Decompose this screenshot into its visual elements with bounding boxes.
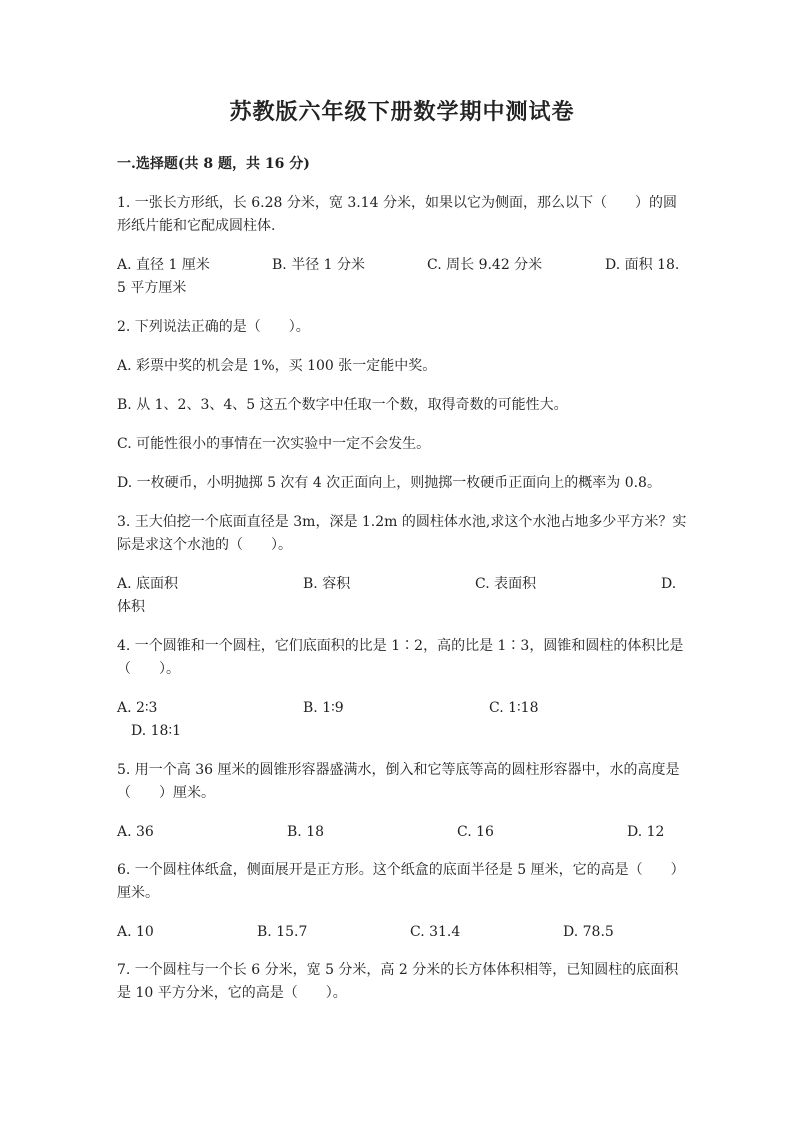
option-d: D. 18∶1 [131,723,181,739]
question-7: 7. 一个圆柱与一个长 6 分米，宽 5 分米，高 2 分米的长方体体积相等，已知圆柱的底面积是 10 平方分米，它的高是（ ）。 [117,962,679,1001]
question-4: 4. 一个圆锥和一个圆柱，它们底面积的比是 1∶2，高的比是 1∶3，圆锥和圆柱的体积比是（ ）。 [117,638,684,677]
option-c: C. 周长 9.42 分米 [427,257,543,273]
option-d: D. 78.5 [563,924,614,940]
exam-page [117,96,687,1021]
question-6: 6. 一个圆柱体纸盒，侧面展开是正方形。这个纸盒的底面半径是 5 厘米，它的高是（ ）厘米。 [117,862,685,901]
option-d: D. 体积 [117,576,677,615]
option-c: C. 31.4 [410,924,461,940]
option-b: B. 半径 1 分米 [272,257,365,273]
option-a: A. 36 [117,824,154,840]
option-d: D. 一枚硬币，小明抛掷 5 次有 4 次正面向上，则抛掷一枚硬币正面向上的概率为 0.8。 [117,475,661,491]
question-5: 5. 用一个高 36 厘米的圆锥形容器盛满水，倒入和它等底等高的圆柱形容器中，水的高度是（ ）厘米。 [117,762,680,801]
question-1-options [117,254,687,300]
option-b: B. 15.7 [257,924,308,940]
question-1: 1. 一张长方形纸，长 6.28 分米，宽 3.14 分米，如果以它为侧面，那么以下（ ）的圆形纸片能和它配成圆柱体. [117,195,677,234]
option-d: D. 面积 18.5 平方厘米 [117,257,680,296]
option-a: A. 彩票中奖的机会是 1%，买 100 张一定能中奖。 [117,358,437,374]
section-heading: 一.选择题(共 8 题，共 16 分) [117,156,310,172]
question-4-options [117,697,687,743]
option-c: C. 16 [457,824,494,840]
option-c: C. 表面积 [475,576,537,592]
question-3-options [117,573,687,619]
option-a: A. 底面积 [117,576,179,592]
question-5-options [117,821,687,843]
option-b: B. 1∶9 [303,700,344,716]
option-a: A. 10 [117,924,154,940]
question-2: 2. 下列说法正确的是（ ）。 [117,319,310,335]
option-b: B. 从 1、2、3、4、5 这五个数字中任取一个数，取得奇数的可能性大。 [117,397,568,413]
option-a: A. 直径 1 厘米 [117,257,210,273]
option-b: B. 容积 [303,576,351,592]
option-d: D. 12 [627,824,665,840]
option-a: A. 2∶3 [117,700,158,716]
question-6-options [117,921,687,943]
page-title: 苏教版六年级下册数学期中测试卷 [229,99,575,125]
option-c: C. 1∶18 [489,700,539,716]
question-3: 3. 王大伯挖一个底面直径是 3m，深是 1.2m 的圆柱体水池,求这个水池占地多少平方米？实际是求这个水池的（ ）。 [117,514,687,553]
option-c: C. 可能性很小的事情在一次实验中一定不会发生。 [117,436,431,452]
option-b: B. 18 [287,824,325,840]
